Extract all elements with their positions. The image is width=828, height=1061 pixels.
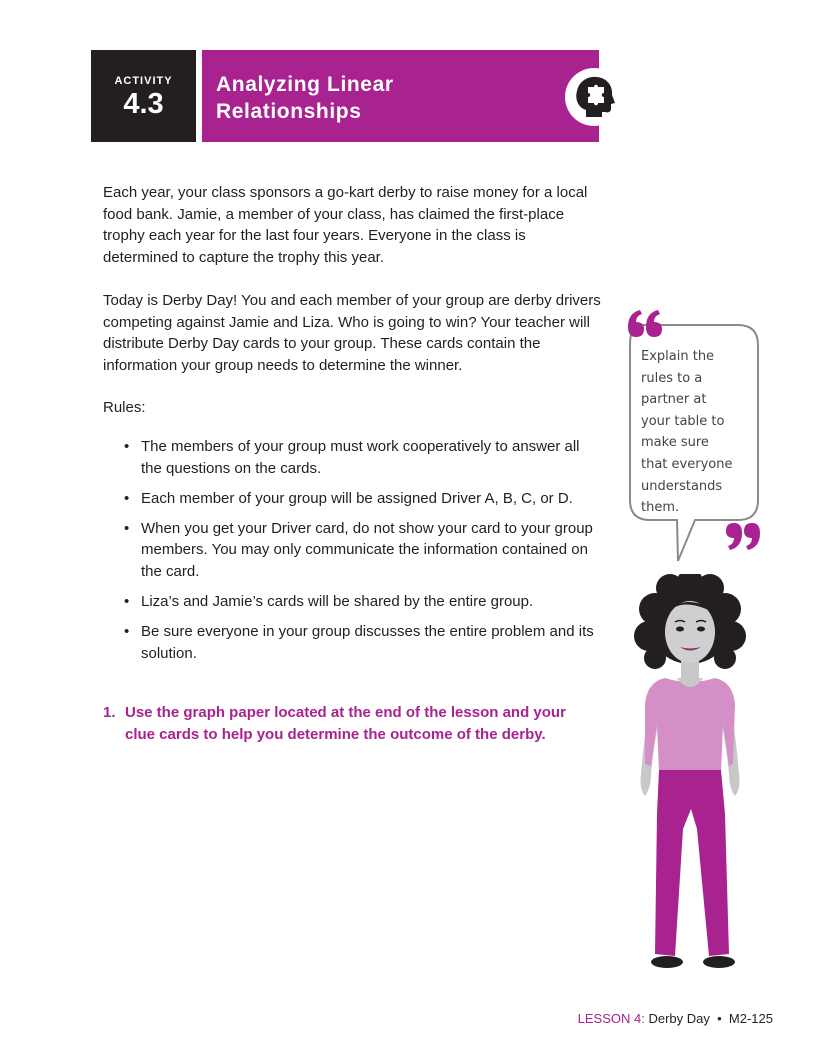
bullet: • [124, 519, 130, 537]
pants [655, 770, 729, 956]
bullet: • [124, 438, 130, 455]
bullet: • [124, 623, 130, 641]
activity-title-bar [202, 50, 599, 142]
intro-paragraph: Each year, your class sponsors a go-kart derby to raise money for a local food bank. Jamie, a member of your class, has claimed the first-place trophy each year for the last four years. Everyone in the class is determined to capture the trophy this year. [103, 184, 588, 266]
page-footer [578, 1011, 773, 1026]
activity-number: 4.3 [123, 88, 164, 120]
rules-list [124, 436, 594, 673]
rules-label: Rules: [103, 399, 146, 416]
face [665, 601, 715, 663]
rule-text: Be sure everyone in your group discusses the entire problem and its solution. [141, 623, 594, 662]
student-illustration [625, 574, 755, 984]
activity-title [216, 71, 394, 125]
rule-text: The members of your group must work cooperatively to answer all the questions on the cards. [141, 438, 580, 477]
footer-page-number: M2-125 [728, 1011, 773, 1026]
activity-badge [91, 50, 196, 142]
footer-separator: • [717, 1011, 722, 1026]
footer-lesson-label: LESSON 4: [577, 1011, 645, 1026]
right-shoe [703, 956, 735, 968]
footer-lesson-name: Derby Day [648, 1011, 710, 1026]
bubble-line: them. [641, 500, 680, 516]
list-item [124, 621, 594, 664]
bullet: • [124, 593, 130, 611]
left-shoe [651, 956, 683, 968]
activity-title-line1: Analyzing Linear [216, 73, 394, 96]
bubble-line: Explain the [641, 349, 715, 364]
question-1 [103, 702, 573, 745]
list-item [124, 436, 594, 479]
question-number: 1. [103, 704, 116, 721]
list-item [124, 518, 594, 583]
rule-text: Liza’s and Jamie’s cards will be shared by the entire group. [141, 593, 534, 611]
bubble-line: understands [641, 478, 723, 494]
close-quote-icon [726, 523, 760, 550]
speech-bubble-text [641, 346, 749, 519]
list-item [124, 488, 594, 510]
bullet: • [124, 489, 130, 507]
rule-text: When you get your Driver card, do not show your card to your group members. You may only communicate the information contained on the card. [141, 519, 593, 580]
rule-text: Each member of your group will be assigned Driver A, B, C, or D. [141, 489, 573, 507]
derby-day-paragraph: Today is Derby Day! You and each member of your group are derby drivers competing against Jamie and Liza. Who is going to win? Your teacher will distribute Derby Day cards to your group. These cards contain the information your group needs to determine the winner. [103, 292, 601, 374]
list-item [124, 591, 594, 613]
bubble-line: rules to a [641, 370, 703, 386]
bubble-line: make sure [641, 435, 709, 451]
bubble-line: your table to [641, 413, 725, 429]
activity-title-line2: Relationships [216, 100, 362, 123]
activity-label: ACTIVITY [114, 75, 173, 87]
bubble-line: partner at [641, 392, 707, 408]
bubble-line: that everyone [641, 456, 733, 472]
shirt [645, 678, 735, 772]
question-text: Use the graph paper located at the end of the lesson and your clue cards to help you determine the outcome of the derby. [125, 704, 566, 743]
puzzle-head-icon [564, 67, 624, 127]
